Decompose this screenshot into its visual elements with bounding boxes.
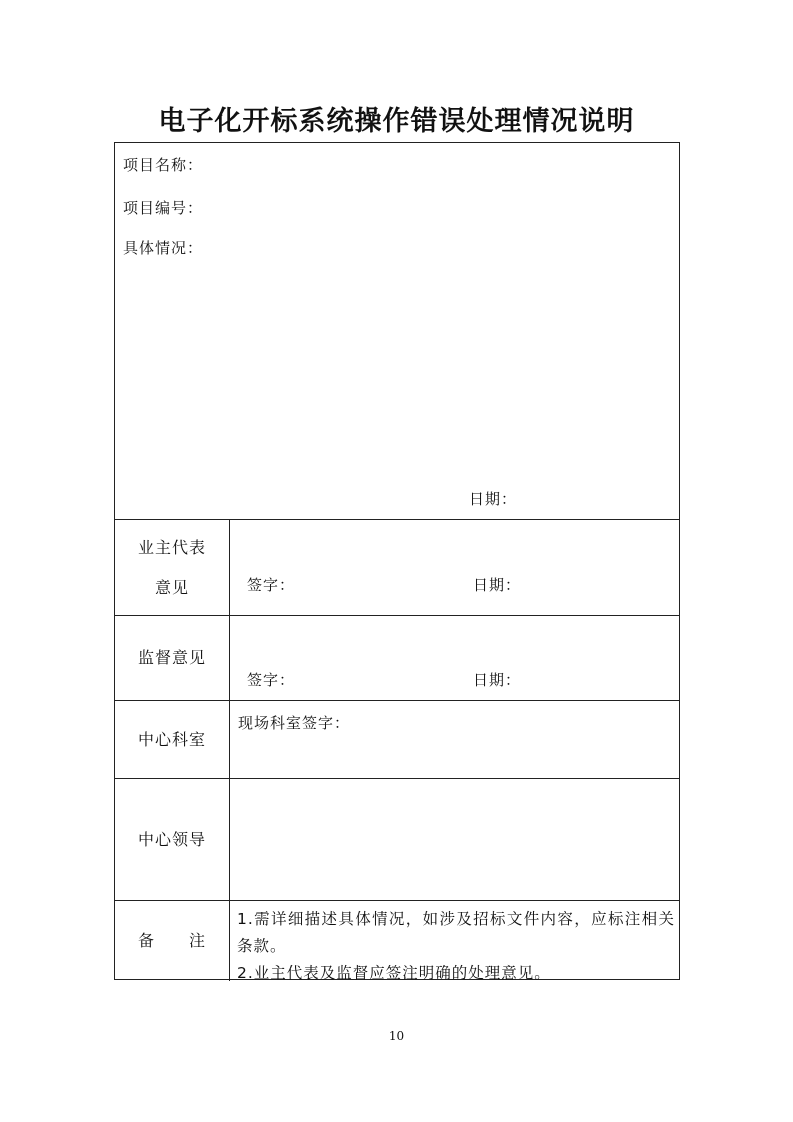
page-title: 电子化开标系统操作错误处理情况说明 (158, 106, 635, 137)
date-label: 日期： (469, 490, 518, 508)
onsite-office-sign-label: 现场科室签字： (238, 714, 351, 732)
details-label: 具体情况： (123, 239, 204, 257)
project-name-label: 项目名称： (123, 156, 204, 174)
project-number-label: 项目编号： (123, 199, 204, 217)
owner-rep-label: 业主代表意见 (115, 520, 230, 615)
section-center-leader (115, 778, 679, 900)
section-project-info (115, 143, 679, 519)
remark-note-1: 1.需详细描述具体情况，如涉及招标文件内容，应标注相关条款。 (237, 910, 675, 955)
remarks-label: 备 注 (115, 901, 230, 981)
section-owner-rep-opinion (115, 519, 679, 615)
section-supervision-opinion (115, 615, 679, 700)
page-number: 10 (388, 1029, 405, 1043)
supervision-sign-label: 签字： (247, 671, 296, 689)
remark-note-2: 2.业主代表及监督应签注明确的处理意见。 (237, 964, 551, 982)
section-remarks (115, 900, 679, 981)
center-office-label: 中心科室 (115, 701, 230, 778)
owner-rep-date-label: 日期： (473, 576, 522, 594)
supervision-label: 监督意见 (115, 616, 230, 700)
center-leader-label: 中心领导 (115, 779, 230, 900)
section-center-office (115, 700, 679, 778)
owner-rep-sign-label: 签字： (247, 576, 296, 594)
form-table (114, 142, 680, 980)
supervision-date-label: 日期： (473, 671, 522, 689)
remarks-notes (237, 906, 675, 987)
